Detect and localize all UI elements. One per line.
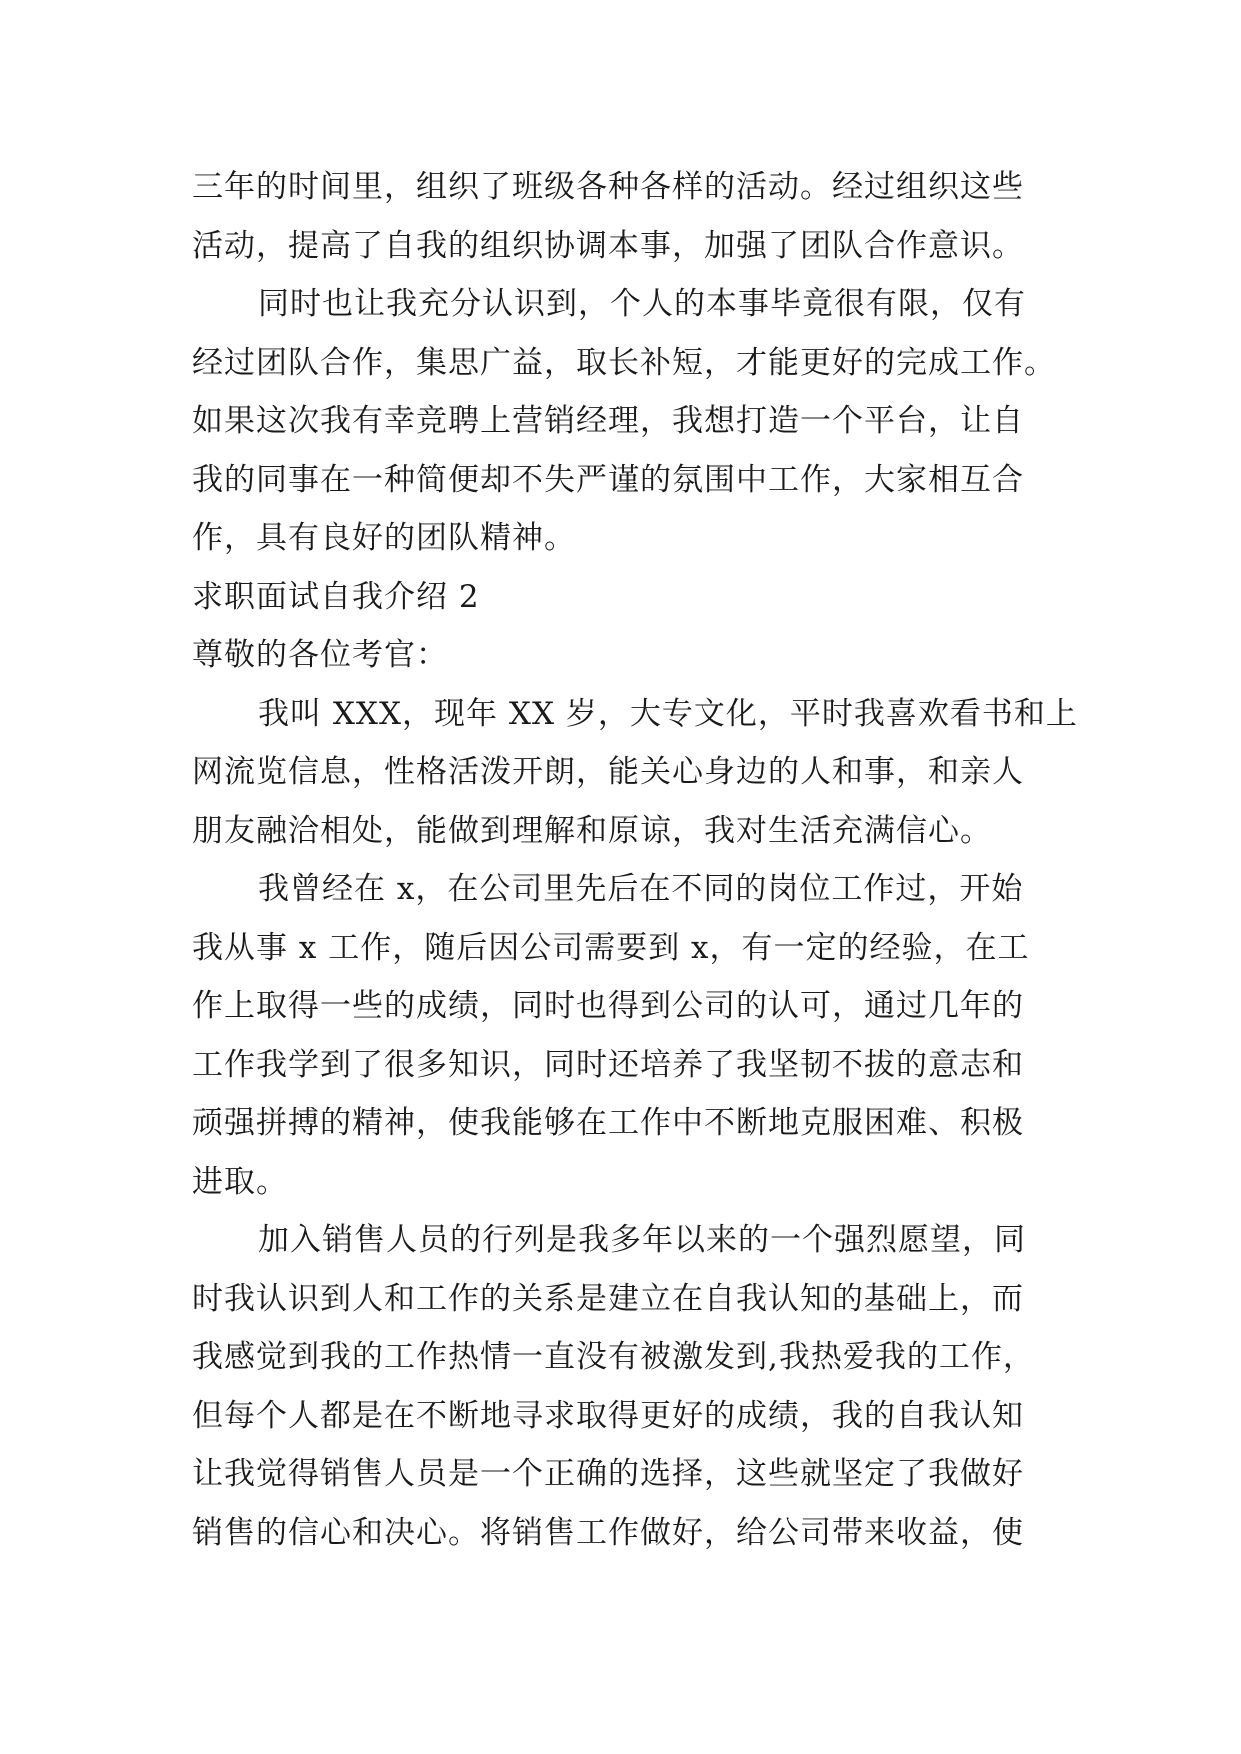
text-line: 尊敬的各位考官：	[192, 637, 448, 673]
text-line: 朋友融洽相处，能做到理解和原谅，我对生活充满信心。	[192, 812, 992, 849]
text-line: 销售的信心和决心。将销售工作做好，给公司带来收益，使	[192, 1514, 1024, 1551]
text-line: 我的同事在一种简便却不失严谨的氛围中工作，大家相互合	[192, 461, 1024, 498]
text-line: 加入销售人员的行列是我多年以来的一个强烈愿望，同	[258, 1222, 1026, 1258]
text-line: 如果这次我有幸竞聘上营销经理，我想打造一个平台，让自	[192, 403, 1024, 439]
text-line: 三年的时间里，组织了班级各种各样的活动。经过组织这些	[192, 169, 1024, 205]
text-line: 经过团队合作，集思广益，取长补短，才能更好的完成工作。	[192, 344, 1056, 381]
text-line: 进取。	[192, 1163, 288, 1200]
text-line: 工作我学到了很多知识，同时还培养了我坚韧不拔的意志和	[192, 1046, 1024, 1083]
text-line: 我叫 XXX，现年 XX 岁，大专文化，平时我喜欢看书和上	[258, 695, 1078, 732]
text-line: 时我认识到人和工作的关系是建立在自我认知的基础上，而	[192, 1280, 1024, 1317]
text-line: 我感觉到我的工作热情一直没有被激发到,我热爱我的工作，	[192, 1339, 1035, 1375]
text-line: 我曾经在 x，在公司里先后在不同的岗位工作过，开始	[258, 871, 1024, 907]
text-line: 但每个人都是在不断地寻求取得更好的成绩，我的自我认知	[192, 1397, 1024, 1434]
text-line: 作，具有良好的团队精神。	[192, 520, 576, 556]
text-line: 让我觉得销售人员是一个正确的选择，这些就坚定了我做好	[192, 1456, 1024, 1492]
text-line: 网流览信息，性格活泼开朗，能关心身边的人和事，和亲人	[192, 754, 1024, 790]
text-line: 同时也让我充分认识到，个人的本事毕竟很有限，仅有	[258, 286, 1026, 322]
text-line: 求职面试自我介绍 2	[192, 578, 480, 615]
text-line: 活动，提高了自我的组织协调本事，加强了团队合作意识。	[192, 227, 1024, 264]
text-line: 我从事 x 工作，随后因公司需要到 x，有一定的经验，在工	[192, 929, 1030, 966]
text-line: 顽强拼搏的精神，使我能够在工作中不断地克服困难、积极	[192, 1105, 1024, 1141]
document-body	[192, 158, 1078, 1562]
text-line: 作上取得一些的成绩，同时也得到公司的认可，通过几年的	[192, 988, 1024, 1024]
